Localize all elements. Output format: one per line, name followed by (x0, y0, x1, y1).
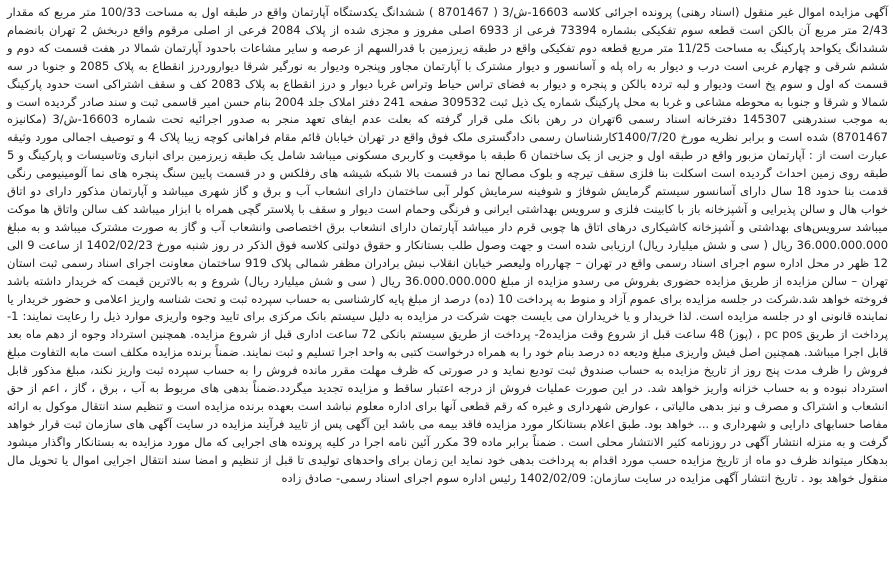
notice-body-text: آگهی مزایده اموال غیر منقول (اسناد رهنی) پرونده اجرائی کلاسه 16603-ش/3 ( 8701467 ) ششدانگ یکدستگاه آپارتمان واقع در طبقه اول به مساحت 100/33 متر مربع که مقدار 2/43 متر مربع آن بالکن است قطعه سوم تفکیکی بشماره 73394 فرعی از 6933 اصلی مفروز و مجزی شده از پلاک 2084 فرعی از اصلی مرقوم واقع دربخش 2 تهران بانضمام ششدانگ یکواحد پارکینگ به مساحت 11/25 متر مربع قطعه دوم تفکیکی واقع در طبقه زیرزمین با قدرالسهم از عرصه و سایر مشاعات باحدود آپارتمان شمالا در هفت قسمت که دوم و ششم شرقی و چهارم غربی است درب و دیوار به راه پله و آسانسور و دیوار مشترک با آپارتمان مجاور وپنجره ودیوار به نورگیر شرقا دیواروردرز انقطاع به پلاک 2085 و جنوبا در سه قسمت که اول و سوم پخ است ودیوار و لبه تردہ بالکن و پنجره و دیوار به فضای تراس حیاط وتراس غربا دیوار و درز انقطاع به پلاک 2083 کف و سقف اشتراکی است حدود پارکینگ شمالا و شرقا و جنوبا به محوطه مشاعی و غربا به محل پارکینگ شماره یک ذیل ثبت 309532 صفحه 241 دفتر املاک جلد 2004 بنام حسن امیر قاسمی ثبت و سند صادر گردیده است و به موجب سندرهنی 145307 دفترخانه اسناد رسمی 6تهران در رهن بانک ملی قرار گرفته که بعلت عدم ایفای تعهد منجر به صدور اجرائیه تحت شماره 16603-ش/3 (مکانیزه 8701467) شده است و برابر نظریه مورخ 1400/7/20کارشناسان رسمی دادگستری ملک فوق واقع در تهران خیابان قائم مقام فراهانی کوچه زیبا پلاک 4 و توصیف اجمالی مورد وثیقه عبارت است از : آپارتمان مزبور واقع در طبقه اول و جزیی از یک ساختمان 6 طبقه با موقعیت و کاربری مسکونی میباشد شامل یک طبقه زیرزمین برای انباری وتاسیسات و پارکینگ و 5 طبقه روی زمین احداث گردیده است اسکلت بنا فلزی سقف تیرچه و بلوک مصالح نما در قسمت بالا شبکه شیشه های رفلکس و در قسمت پایین سنگ پنجره های نما آلومینیومی رنگی قدمت بنا حدود 18 سال دارای آسانسور سیستم گرمایش شوفاژ و شوفینه سرمایش کولر آبی ساختمان دارای انشعاب آب و برق و گاز شهری میباشد و آپارتمان مذکور دارای دو اتاق خواب هال و سالن پذیرایی و آشپزخانه باز با کابینت فلزی و سرویس بهداشتی ایرانی و فرنگی وحمام است دیوار و سقف با پلاستر گچی همراه با ابزار میباشد کف سالن واتاق ها موکت میباشد سرویس‌های بهداشتی و آشپزخانه کاشیکاری درهای اتاق ها چوبی قرم دار میباشد آپارتمان دارای انشعاب برق اختصاصی وانشعاب آب و گاز به صورت مشترک میباشد و به مبلغ 36.000.000.000 ریال ( سی و شش میلیارد ریال) ارزیابی شده است و جهت وصول طلب بستانکار و حقوق دولتی کلاسه فوق الذکر در روز شنبه مورخ 1402/02/23 از ساعت 9 الی 12 ظهر در محل اداره سوم اجرای اسناد رسمی واقع در تهران – چهارراه ولیعصر خیابان انقلاب نبش برادران مظفر شمالی پلاک 919 ساختمان معاونت اجرای اسناد رسمی ثبت استان تهران – سالن مزایده از طریق مزایده حضوری بفروش می رسدو مزایده از مبلغ 36.000.000.000 ریال ( سی و شش میلیارد ریال) شروع و به بالاترین قیمت که خریدار داشته باشد فروخته خواهد شد.شرکت در جلسه مزایده برای عموم آزاد و منوط به پرداخت 10 (ده) درصد از مبلغ پایه کارشناسی به حساب سپرده ثبت و تحت شناسه واریز اعلامی و حضور خریدار یا نماینده قانونی او در جلسه مزایده است. لذا خریدار و یا خریداران می بایست جهت شرکت در مزایده به دلیل سیستم بانک مرکزی برای تایید وجوه واریزی موارد ذیل را رعایت نمایند: 1- پرداخت از طریق pc pos ، (پوز) 48 ساعت قبل از شروع وقت مزایده2- پرداخت از طریق سیستم بانکی 72 ساعت اداری قبل از شروع مزایده. همچنین استرداد وجوه از دهم ماه بعد قابل اجرا میباشد. همچنین اصل فیش واریزی مبلغ ودیعه ده درصد بنام خود را به همراه درخواست کتبی به واحد اجرا تسلیم و ثبت نمایند. ضمناً برنده مزایده مکلف است مابه التفاوت مبلغ فروش را ظرف مدت پنج روز از تاریخ مزایده به حساب صندوق ثبت تودیع نماید و در صورتی که ظرف مهلت مقرر مانده فروش را به حساب سپرده ثبت واریز نکند، مبلغ مذکور قابل استرداد نبوده و به حساب خزانه واریز خواهد شد. در این صورت عملیات فروش از درجه اعتبار ساقط و مزایده تجدید میگردد.ضمناً بدهی های مربوط به آب ، برق ، گاز ، اعم از حق انشعاب و اشتراک و مصرف و نیز بدهی مالیاتی ، عوارض شهرداری و غیره که رقم قطعی آنها برای اداره معلوم نباشد است بعهده برنده مزایده است و تنظیم سند انتقال موکول به ارائه مفاصا حسابهای دارایی و شهرداری و ... خواهد بود. طبق اعلام بستانکار مورد مزایده فاقد بیمه می باشد این آگهی پس از تایید فرآیند مزایده در سایت آگهی های سازمان ثبت قرار خواهد گرفت و به منزله انتشار آگهی در روزنامه کثیر الانتشار محلی است . ضمناً برابر ماده 39 مکرر آئین نامه اجرا در کلیه پرونده های اجرایی که مال مورد مزایده به بستانکار واگذار میشود بدهکار میتواند ظرف دو ماه از تاریخ مزایده حسب مورد اقدام به پرداخت بدهی خود نماید این زمان برای واحدهای تولیدی تا قبل از تنظیم و امضا سند انتقال اجرایی اموال یا تحویل مال منقول خواهد بود . تاریخ انتشار آگهی مزایده در سایت سازمان: 1402/02/09 رئیس اداره سوم اجرای اسناد رسمی- صادق زاده (7, 5, 889, 485)
